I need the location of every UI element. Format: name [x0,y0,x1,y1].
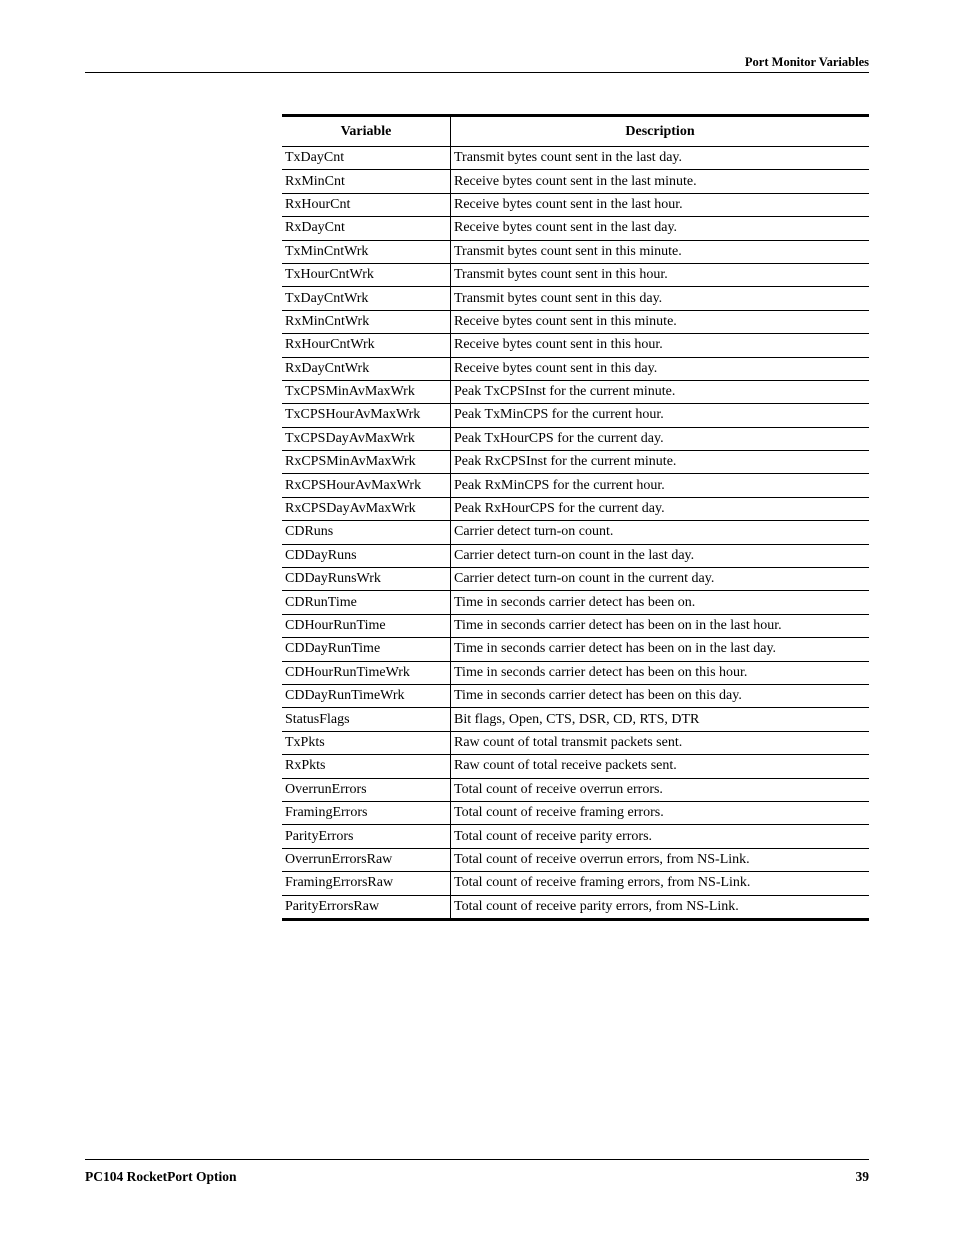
table-row [282,708,869,731]
variable-description-cell: Time in seconds carrier detect has been on this day. [451,684,870,707]
running-header-title: Port Monitor Variables [744,55,869,69]
table-body [282,147,869,920]
variable-name-cell: OverrunErrors [282,778,451,801]
table-row [282,310,869,333]
table-row [282,778,869,801]
variable-description-cell: Transmit bytes count sent in this day. [451,287,870,310]
variable-description-cell: Receive bytes count sent in the last hour. [451,193,870,216]
variable-description-cell: Receive bytes count sent in the last day. [451,217,870,240]
variable-description-cell: Receive bytes count sent in the last minute. [451,170,870,193]
variable-description-cell: Carrier detect turn-on count. [451,521,870,544]
variable-description-cell: Time in seconds carrier detect has been on in the last hour. [451,614,870,637]
variable-name-cell: TxDayCnt [282,147,451,170]
table-row [282,334,869,357]
variable-description-cell: Transmit bytes count sent in this minute. [451,240,870,263]
variable-description-cell: Peak TxHourCPS for the current day. [451,427,870,450]
variable-description-cell: Raw count of total transmit packets sent. [451,731,870,754]
variable-description-cell: Time in seconds carrier detect has been on this hour. [451,661,870,684]
variable-name-cell: RxHourCntWrk [282,334,451,357]
variable-name-cell: ParityErrorsRaw [282,895,451,919]
variable-description-cell: Transmit bytes count sent in the last day. [451,147,870,170]
variable-description-cell: Receive bytes count sent in this hour. [451,334,870,357]
variable-description-cell: Raw count of total receive packets sent. [451,755,870,778]
variable-name-cell: TxDayCntWrk [282,287,451,310]
variable-description-cell: Total count of receive framing errors, from NS-Link. [451,872,870,895]
table-row [282,638,869,661]
variable-name-cell: TxPkts [282,731,451,754]
variable-name-cell: CDDayRuns [282,544,451,567]
table-row [282,404,869,427]
table-row [282,684,869,707]
table-row [282,357,869,380]
table-row [282,193,869,216]
variable-name-cell: CDDayRunTimeWrk [282,684,451,707]
variable-description-cell: Bit flags, Open, CTS, DSR, CD, RTS, DTR [451,708,870,731]
table-row [282,263,869,286]
variable-name-cell: StatusFlags [282,708,451,731]
table-row [282,801,869,824]
variable-name-cell: FramingErrorsRaw [282,872,451,895]
variable-name-cell: FramingErrors [282,801,451,824]
variable-name-cell: RxHourCnt [282,193,451,216]
variable-description-cell: Total count of receive overrun errors. [451,778,870,801]
footer-rule [85,1159,869,1160]
variable-name-cell: RxDayCnt [282,217,451,240]
header-rule [85,72,869,73]
variable-description-cell: Carrier detect turn-on count in the current day. [451,568,870,591]
variable-description-cell: Receive bytes count sent in this day. [451,357,870,380]
variable-name-cell: CDRuns [282,521,451,544]
variable-name-cell: TxCPSDayAvMaxWrk [282,427,451,450]
variable-name-cell: RxDayCntWrk [282,357,451,380]
table-row [282,170,869,193]
variable-name-cell: RxCPSHourAvMaxWrk [282,474,451,497]
variable-description-cell: Transmit bytes count sent in this hour. [451,263,870,286]
variable-name-cell: TxCPSMinAvMaxWrk [282,380,451,403]
variable-description-cell: Total count of receive framing errors. [451,801,870,824]
table-header-row [282,116,869,147]
variable-description-cell: Total count of receive parity errors. [451,825,870,848]
variable-description-cell: Total count of receive parity errors, from NS-Link. [454,898,739,914]
table-row [282,591,869,614]
table-row [282,848,869,871]
table-row [282,147,869,170]
variable-name-cell: CDHourRunTime [282,614,451,637]
variable-name-cell: CDRunTime [282,591,451,614]
table-row [282,474,869,497]
table-row [282,451,869,474]
table-row [282,497,869,520]
table-row [282,521,869,544]
variable-description-cell: Peak RxMinCPS for the current hour. [451,474,870,497]
page-number: 39 [855,1169,869,1184]
variable-name-cell: CDDayRunTime [282,638,451,661]
variable-name-cell: RxCPSDayAvMaxWrk [282,497,451,520]
table-row [282,544,869,567]
variable-description-cell: Peak TxMinCPS for the current hour. [451,404,870,427]
column-header-variable: Variable [282,116,451,147]
variable-name-cell: ParityErrors [282,825,451,848]
table-row [282,825,869,848]
table-row [282,380,869,403]
footer-document-title: PC104 RocketPort Option [85,1169,237,1184]
variable-name-cell: RxMinCntWrk [282,310,451,333]
variable-description-cell: Peak RxCPSInst for the current minute. [451,451,870,474]
variable-name-cell: RxCPSMinAvMaxWrk [282,451,451,474]
variable-name-cell: TxHourCntWrk [282,263,451,286]
table-row [282,755,869,778]
variable-description-cell: Carrier detect turn-on count in the last day. [451,544,870,567]
variable-name-cell: TxCPSHourAvMaxWrk [282,404,451,427]
table-row [282,427,869,450]
table-row [282,872,869,895]
variable-description-cell: Total count of receive overrun errors, from NS-Link. [451,848,870,871]
variable-name-cell: CDHourRunTimeWrk [282,661,451,684]
table-row [282,614,869,637]
variables-table [282,114,869,921]
table-row [282,217,869,240]
variable-description-cell: Time in seconds carrier detect has been on. [451,591,870,614]
variable-description-cell: Receive bytes count sent in this minute. [451,310,870,333]
variable-name-cell: RxPkts [282,755,451,778]
variable-name-cell: TxMinCntWrk [282,240,451,263]
variable-description-cell: Peak RxHourCPS for the current day. [451,497,870,520]
variable-name-cell: RxMinCnt [282,170,451,193]
table-row [282,731,869,754]
table-row [282,661,869,684]
table-row [282,895,869,919]
variable-name-cell: OverrunErrorsRaw [282,848,451,871]
table-row [282,287,869,310]
table-row [282,568,869,591]
variable-description-cell: Time in seconds carrier detect has been on in the last day. [451,638,870,661]
table-row [282,240,869,263]
variable-description-cell: Peak TxCPSInst for the current minute. [451,380,870,403]
variable-name-cell: CDDayRunsWrk [282,568,451,591]
column-header-description: Description [451,116,870,147]
